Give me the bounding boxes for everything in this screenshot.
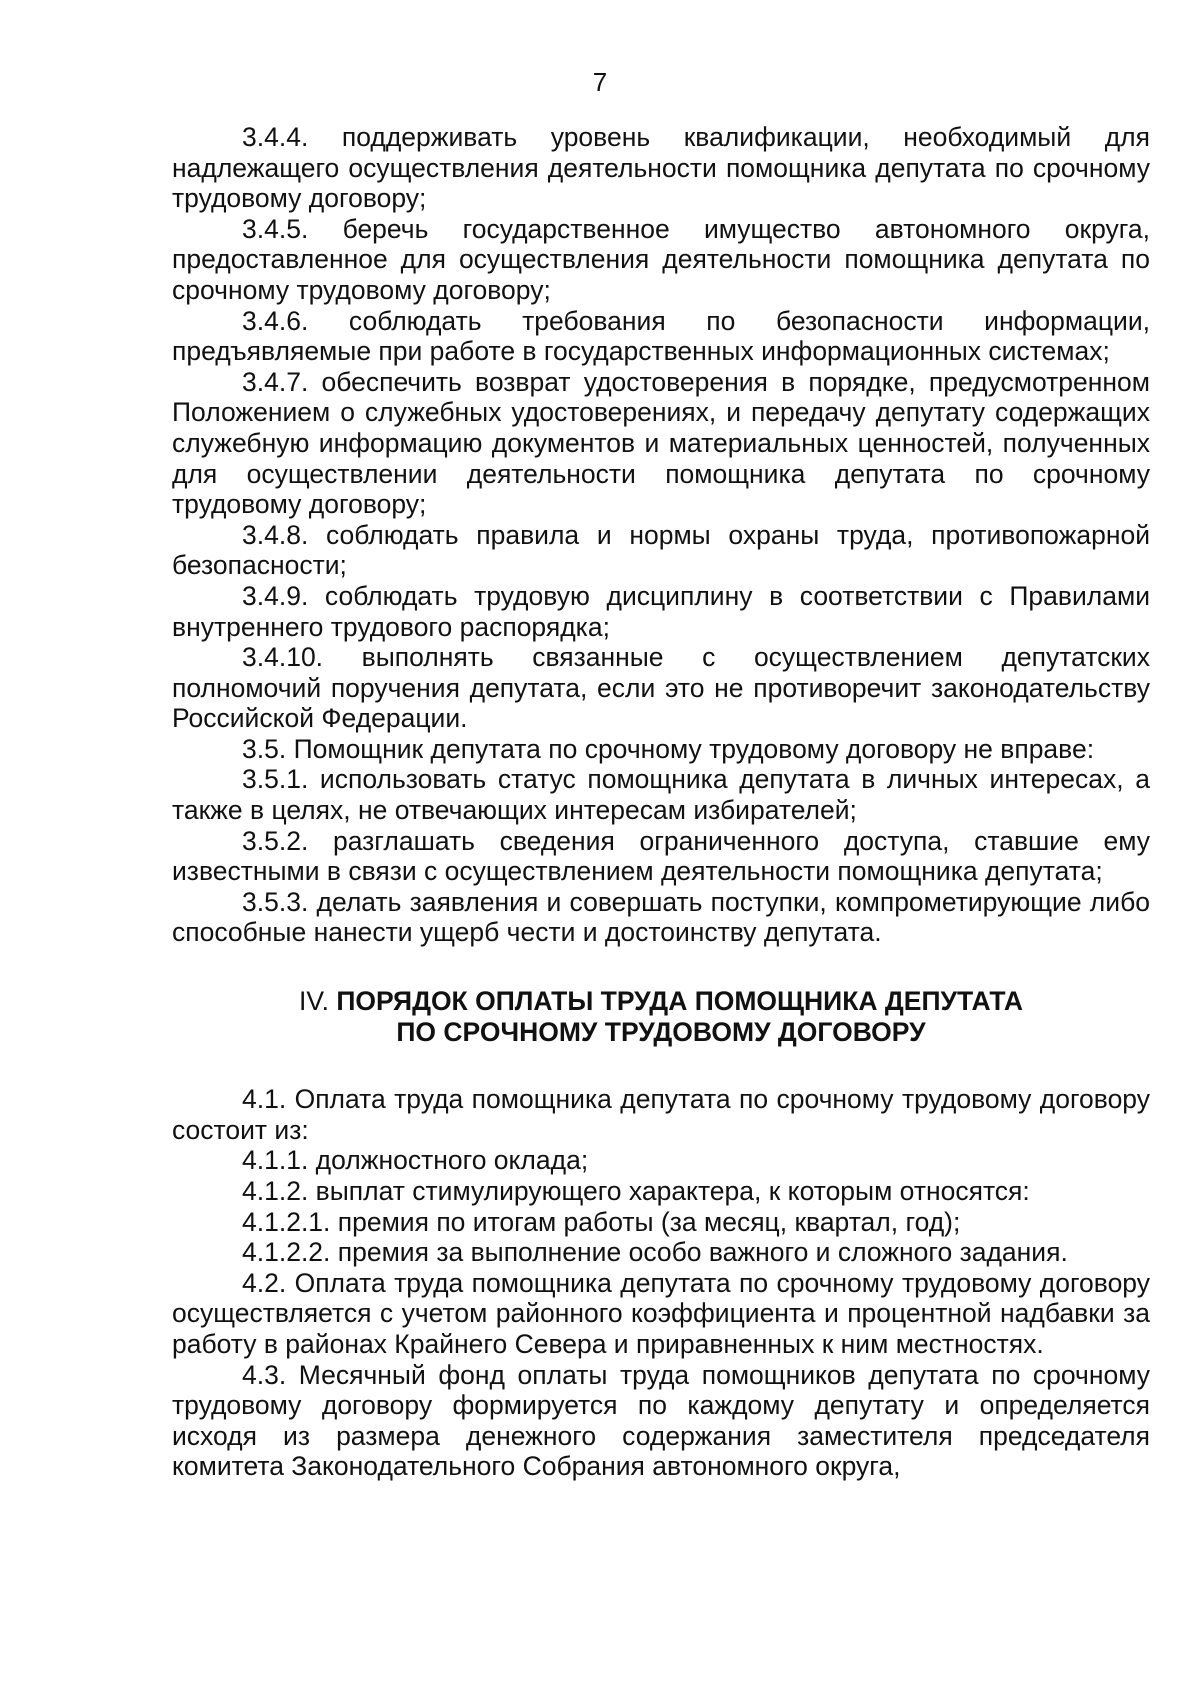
document-body: [172, 122, 1150, 1482]
section-heading: [172, 986, 1150, 1047]
paragraph-3-5-1: 3.5.1. использовать статус помощника депутата в личных интересах, а также в целях, не отвечающих интересам избирателей;: [172, 764, 1150, 826]
paragraph-3-4-9: 3.4.9. соблюдать трудовую дисциплину в соответствии с Правилами внутреннего трудового распорядка;: [172, 580, 1150, 642]
section-title-line-1: ПОРЯДОК ОПЛАТЫ ТРУДА ПОМОЩНИКА ДЕПУТАТА: [336, 986, 1023, 1017]
section-number: IV.: [299, 986, 329, 1017]
paragraph-4-2: 4.2. Оплата труда помощника депутата по срочному трудовому договору осуществляется с учетом районного коэффициента и процентной надбавки за работу в районах Крайнего Севера и приравненных к ним местностях.: [172, 1267, 1150, 1359]
section-title-line-2: ПО СРОЧНОМУ ТРУДОВОМУ ДОГОВОРУ: [396, 1016, 926, 1047]
paragraph-3-5: 3.5. Помощник депутата по срочному трудовому договору не вправе:: [242, 733, 1095, 764]
paragraph-3-4-5: 3.4.5. беречь государственное имущество автономного округа, предоставленное для осуществления деятельности помощника депутата по срочному трудовому договору;: [172, 213, 1150, 305]
paragraph-3-4-6: 3.4.6. соблюдать требования по безопасности информации, предъявляемые при работе в государственных информационных системах;: [172, 305, 1150, 367]
paragraph-4-1-1: 4.1.1. должностного оклада;: [242, 1145, 589, 1176]
paragraph-3-5-2: 3.5.2. разглашать сведения ограниченного доступа, ставшие ему известными в связи с осуществлением деятельности помощника депутата;: [172, 825, 1150, 887]
paragraph-3-4-8: 3.4.8. соблюдать правила и нормы охраны труда, противопожарной безопасности;: [172, 519, 1150, 581]
paragraph-4-3: 4.3. Месячный фонд оплаты труда помощников депутата по срочному трудовому договору формируется по каждому депутату и определяется исходя из размера денежного содержания заместителя председателя комитета Законодательного Собрания автономного округа,: [172, 1359, 1150, 1482]
paragraph-4-1: 4.1. Оплата труда помощника депутата по срочному трудовому договору состоит из:: [172, 1084, 1150, 1145]
paragraph-4-1-2-2: 4.1.2.2. премия за выполнение особо важного и сложного задания.: [242, 1237, 1068, 1268]
page-number: 7: [592, 67, 608, 97]
section-heading-line-1: [172, 986, 1150, 1017]
paragraph-3-4-4: 3.4.4. поддерживать уровень квалификации, необходимый для надлежащего осуществления деятельности помощника депутата по срочному трудовому договору;: [172, 122, 1150, 214]
paragraph-4-1-2: 4.1.2. выплат стимулирующего характера, к которым относятся:: [242, 1176, 1030, 1206]
paragraph-3-4-7: 3.4.7. обеспечить возврат удостоверения в порядке, предусмотренном Положением о служебных удостоверениях, и передачу депутату содержащих служебную информацию документов и материальных ценностей, полученных для осуществлении деятельности помощника депутата по срочному трудовому договору;: [172, 366, 1150, 520]
paragraph-4-1-2-1: 4.1.2.1. премия по итогам работы (за месяц, квартал, год);: [242, 1206, 961, 1237]
paragraph-3-4-10: 3.4.10. выполнять связанные с осуществлением депутатских полномочий поручения депутата, если это не противоречит законодательству Российской Федерации.: [172, 642, 1150, 734]
paragraph-3-5-3: 3.5.3. делать заявления и совершать поступки, компрометирующие либо способные нанести ущерб чести и достоинству депутата.: [172, 886, 1150, 948]
